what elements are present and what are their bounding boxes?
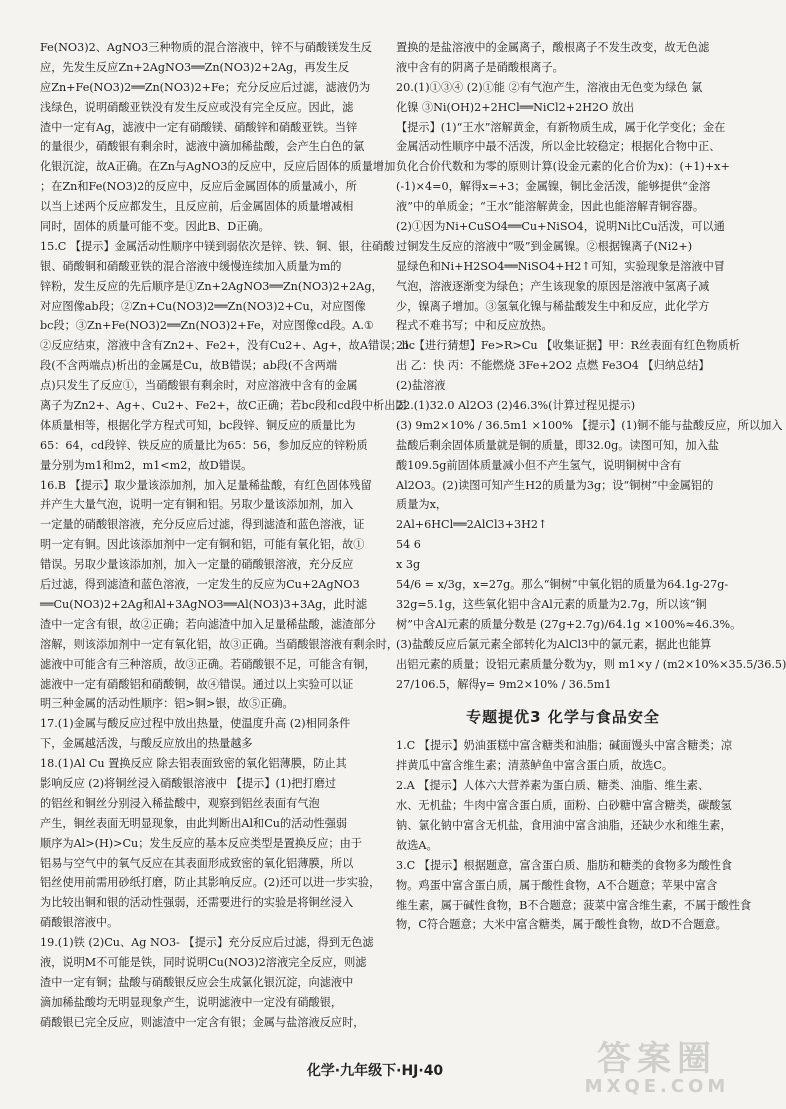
text-line: 出 乙：快 丙：不能燃烧 3Fe+2O2 点燃 Fe3O4 【归纳总结】 bbox=[396, 359, 710, 373]
watermark-text: 答案圈 bbox=[597, 1039, 717, 1079]
section-title: 专题提优3 化学与食品安全 bbox=[466, 708, 660, 727]
page-footer: 化学·九年级下·HJ·40 bbox=[306, 1063, 444, 1079]
text-line: 应，先发生反应Zn+2AgNO3══Zn(NO3)2+2Ag，再发生反 bbox=[40, 60, 350, 74]
text-line: x 3g bbox=[396, 558, 421, 572]
text-line: 一定量的硝酸银溶液，充分反应后过滤，得到滤渣和蓝色溶液，证 bbox=[40, 518, 365, 532]
text-line: Al2O3。(2)读图可知产生H2的质量为3g；设“铜树”中金属铝的 bbox=[396, 478, 714, 492]
text-line: 后过滤，得到滤渣和蓝色溶液，一定发生的反应为Cu+2AgNO3 bbox=[40, 578, 360, 592]
text-line: 溶解，则该添加剂中一定有氧化铝，故③正确。当硝酸银溶液有剩余时， bbox=[40, 637, 399, 651]
text-line: 物。鸡蛋中富含蛋白质，属于酸性食物，A不合题意；苹果中富含 bbox=[396, 878, 718, 892]
text-line: 硝酸银溶液中。 bbox=[40, 916, 119, 930]
text-line: 16.B 【提示】取少量该添加剂，加入足量稀盐酸，有红色固体残留 bbox=[40, 478, 372, 492]
text-line: 21.【进行猜想】Fe>R>Cu 【收集证据】甲：R丝表面有红色物质析 bbox=[396, 339, 740, 353]
text-line: 铝丝使用前需用砂纸打磨，防止其影响反应。(2)还可以进一步实验， bbox=[40, 876, 381, 890]
text-line: 2Al+6HCl══2AlCl3+3H2↑ bbox=[396, 518, 548, 532]
right-column bbox=[396, 38, 786, 935]
text-line: 锌粉，发生反应的先后顺序是①Zn+2AgNO3══Zn(NO3)2+2Ag， bbox=[40, 279, 383, 293]
text-line: ；在Zn和Fe(NO3)2的反应中，反应后金属固体的质量减小，所 bbox=[40, 180, 357, 194]
text-line: 明一定有铜。因此该添加剂中一定有铜和铝，可能有氧化铝，故① bbox=[40, 538, 365, 552]
text-line: 滴加稀盐酸均无明显现象产生，说明滤液中一定没有硝酸银， bbox=[40, 995, 343, 1009]
text-line: 物，C符合题意；大米中富含糖类，属于酸性食物，故D不合题意。 bbox=[396, 918, 727, 932]
text-line: 置换的是盐溶液中的金属离子，酸根离子不发生改变，故无色滤 bbox=[396, 41, 710, 54]
text-line: 液，说明M不可能是铁，同时说明Cu(NO3)2溶液完全反应，则滤 bbox=[40, 955, 367, 969]
text-line: 滤液中可能含有三种溶质，故③正确。若硝酸银不足，可能含有铜， bbox=[40, 657, 376, 671]
text-line: 化镍 ③Ni(OH)2+2HCl══NiCl2+2H2O 放出 bbox=[396, 100, 635, 114]
text-line: (-1)×4=0，解得x=+3；金属镍，铜比金活泼，能够提供“金溶 bbox=[396, 180, 711, 194]
text-line: 应Zn+Fe(NO3)2══Zn(NO3)2+Fe；充分反应后过滤，滤液仍为 bbox=[40, 80, 371, 94]
text-line: 20.(1)①③④ (2)①能 ②有气泡产生，溶液由无色变为绿色 氯 bbox=[396, 80, 703, 94]
text-line: 少，镍离子增加。③氢氧化镍与稀盐酸发生中和反应，此化学方 bbox=[396, 299, 710, 313]
text-line: 拌黄瓜中富含维生素；清蒸鲈鱼中富含蛋白质，故选C。 bbox=[396, 759, 674, 773]
text-line: 酸109.5g前固体质量减小但不产生氢气，说明铜树中含有 bbox=[396, 458, 682, 472]
text-line: 17.(1)金属与酸反应过程中放出热量，使温度升高 (2)相同条件 bbox=[40, 717, 351, 731]
text-line: 段(不含两端点)析出的金属是Cu，故B错误；ab段(不含两端 bbox=[40, 359, 338, 373]
text-line: 为比较出铜和银的活动性强弱，还需要进行的实验是将铜丝浸入 bbox=[40, 896, 354, 910]
text-line: 65：64，cd段锌、铁反应的质量比为65：56，参加反应的锌粉质 bbox=[40, 438, 368, 452]
text-line: 错误。另取少量该添加剂，加入一定量的硝酸银溶液，充分反应 bbox=[40, 558, 354, 572]
text-line: 18.(1)Al Cu 置换反应 除去铝表面致密的氧化铝薄膜，防止其 bbox=[40, 757, 347, 771]
text-line: 液”中的单质金；“王水”能溶解黄金，因此也能溶解青铜容器。 bbox=[396, 200, 705, 214]
text-line: 液中含有的阴离子是硝酸根离子。 bbox=[396, 60, 564, 74]
text-line: 顺序为Al>(H)>Cu；发生反应的基本反应类型是置换反应；由于 bbox=[40, 836, 362, 850]
text-line: bc段；③Zn+Fe(NO3)2══Zn(NO3)2+Fe，对应图像cd段。A.① bbox=[40, 319, 374, 333]
text-line: 渣中一定有铜；盐酸与硝酸银反应会生成氯化银沉淀，向滤液中 bbox=[40, 975, 354, 989]
text-line: 树”中含Al元素的质量分数是 (27g+2.7g)/64.1g ×100%≈46.3%。 bbox=[396, 617, 742, 631]
text-line: 体质量相等，根据化学方程式可知，bc段锌、铜反应的质量比为 bbox=[40, 418, 356, 432]
text-line: 硝酸银已完全反应，则滤渣中一定含有银；金属与盐溶液反应时， bbox=[40, 1015, 365, 1029]
text-line: 15.C 【提示】金属活动性顺序中镁到弱依次是锌、铁、铜、银，往硝酸 bbox=[40, 239, 395, 253]
text-line: 维生素，属于碱性食物，B不合题意；菠菜中富含维生素，不属于酸性食 bbox=[396, 898, 752, 912]
text-line: 明三种金属的活动性顺序：铝>铜>银，故⑤正确。 bbox=[40, 697, 294, 711]
text-line: 程式不难书写；中和反应放热。 bbox=[396, 319, 553, 333]
text-line: 质量为x， bbox=[396, 498, 448, 512]
text-line: 过铜发生反应的溶液中“吸”到金属镍。②根据镍离子(Ni2+) bbox=[396, 239, 693, 253]
text-line: 的量很少，硝酸银有剩余时，滤液中滴加稀盐酸，会产生白色的氯 bbox=[40, 140, 365, 154]
text-line: 点)只发生了反应①，当硝酸银有剩余时，对应溶液中含有的金属 bbox=[40, 379, 358, 393]
text-line: 浅绿色，说明硝酸亚铁没有发生反应或没有完全反应。因此，滤 bbox=[40, 100, 354, 114]
text-line: Fe(NO3)2、AgNO3三种物质的混合溶液中，锌不与硝酸镁发生反 bbox=[40, 41, 372, 54]
text-line: 1.C 【提示】奶油蛋糕中富含糖类和油脂；碱面馒头中富含糖类；凉 bbox=[396, 739, 733, 753]
text-line: 故选A。 bbox=[396, 838, 438, 852]
text-line: 同时，固体的质量可能不变。因此B、D正确。 bbox=[40, 220, 270, 234]
text-line: 水、无机盐；牛肉中富含蛋白质，面粉、白砂糖中富含糖类，碳酸氢 bbox=[396, 799, 732, 813]
text-line: 出铝元素的质量；设铝元素质量分数为y，则 m1×y / (m2×10%×35.5/36.5) bbox=[396, 657, 786, 671]
text-line: (2)①因为Ni+CuSO4══Cu+NiSO4，说明Ni比Cu活泼，可以通 bbox=[396, 220, 725, 234]
text-line: 离子为Zn2+、Ag+、Cu2+、Fe2+，故C正确；若bc段和cd段中析出固 bbox=[40, 399, 407, 413]
text-line: 渣中一定含有银，故②正确；若向滤渣中加入足量稀盐酸，滤渣部分 bbox=[40, 617, 376, 631]
text-line: 气泡，溶液逐渐变为绿色；产生该现象的原因是溶液中氢离子减 bbox=[396, 279, 710, 293]
watermark-logo bbox=[582, 1031, 732, 1101]
text-line: (2)盐溶液 bbox=[396, 379, 446, 393]
text-line: 化银沉淀，故A正确。在Zn与AgNO3的反应中，反应后固体的质量增加 bbox=[40, 160, 396, 174]
text-line: 铝易与空气中的氧气反应在其表面形成致密的氧化铝薄膜，所以 bbox=[40, 856, 354, 870]
text-line: 并产生大量气泡，说明一定有铜和铝。另取少量该添加剂，加入 bbox=[40, 498, 354, 512]
text-line: 2.A 【提示】人体六大营养素为蛋白质、糖类、油脂、维生素、 bbox=[396, 779, 710, 793]
right-column-answers bbox=[396, 38, 786, 694]
text-line: 渣中一定有Ag，滤液中一定有硝酸镁、硝酸锌和硝酸亚铁。当锌 bbox=[40, 120, 358, 134]
text-line: 银、硝酸铜和硝酸亚铁的混合溶液中缓慢连续加入质量为m的 bbox=[40, 259, 342, 273]
text-line: 19.(1)铁 (2)Cu、Ag NO3- 【提示】充分反应后过滤，得到无色滤 bbox=[40, 936, 374, 950]
text-line: 54 6 bbox=[396, 538, 421, 552]
text-line: 金属活动性顺序中最不活泼，所以金比较稳定；根据化合物中正、 bbox=[396, 140, 721, 154]
text-line: 影响反应 (2)将铜丝浸入硝酸银溶液中 【提示】(1)把打磨过 bbox=[40, 776, 337, 790]
text-line: 22.(1)32.0 Al2O3 (2)46.3%(计算过程见提示) bbox=[396, 399, 636, 413]
text-line: 3.C 【提示】根据题意，富含蛋白质、脂肪和糖类的食物多为酸性食 bbox=[396, 858, 733, 872]
text-line: 以当上述两个反应都发生，且反应前，后金属固体的质量增减相 bbox=[40, 200, 354, 214]
text-line: 量分别为m1和m2，m1<m2，故D错误。 bbox=[40, 458, 253, 472]
text-line: 滤液中一定有硝酸铝和硝酸铜，故④错误。通过以上实验可以证 bbox=[40, 677, 354, 691]
text-line: 产生，铜丝表面无明显现象，由此判断出Al和Cu的活动性强弱 bbox=[40, 816, 348, 830]
text-line: ══Cu(NO3)2+2Ag和Al+3AgNO3══Al(NO3)3+3Ag，此时滤 bbox=[40, 597, 368, 611]
text-line: 的铝丝和铜丝分别浸入稀盐酸中，观察到铝丝表面有气泡 bbox=[40, 796, 320, 810]
text-line: 显绿色和Ni+H2SO4══NiSO4+H2↑可知，实验现象是溶液中冒 bbox=[396, 259, 725, 273]
text-line: 下，金属越活泼，与酸反应放出的热量越多 bbox=[40, 737, 253, 751]
watermark-url: MXQE.COM bbox=[584, 1076, 730, 1097]
text-line: 负化合价代数和为零的原则计算(设金元素的化合价为x)：(+1)+x+ bbox=[396, 160, 730, 174]
text-line: 对应图像ab段；②Zn+Cu(NO3)2══Zn(NO3)2+Cu，对应图像 bbox=[40, 299, 366, 313]
text-line: ②反应结束，溶液中含有Zn2+、Fe2+，没有Cu2+、Ag+，故A错误；bc bbox=[40, 339, 416, 353]
text-line: 盐酸后剩余固体质量就是铜的质量，即32.0g。读图可知，加入盐 bbox=[396, 438, 719, 452]
text-line: 27/106.5，解得y= 9m2×10% / 36.5m1 bbox=[396, 677, 612, 691]
text-line: 钠、氯化钠中富含无机盐，食用油中富含油脂，还缺少水和维生素， bbox=[396, 818, 732, 832]
text-line: 【提示】(1)“王水”溶解黄金，有新物质生成，属于化学变化；金在 bbox=[396, 120, 726, 134]
text-line: 32g=5.1g，这些氧化铝中含Al元素的质量为2.7g，所以该“铜 bbox=[396, 597, 707, 611]
text-line: (3) 9m2×10% / 36.5m1 ×100% 【提示】(1)铜不能与盐酸反应，所以加入 bbox=[396, 418, 783, 432]
right-column-food-safety bbox=[396, 736, 752, 935]
text-line: (3)盐酸反应后氯元素全部转化为AlCl3中的氯元素，据此也能算 bbox=[396, 637, 712, 651]
text-line: 54/6 = x/3g，x=27g。那么“铜树”中氧化铝的质量为64.1g-27g- bbox=[396, 578, 729, 592]
